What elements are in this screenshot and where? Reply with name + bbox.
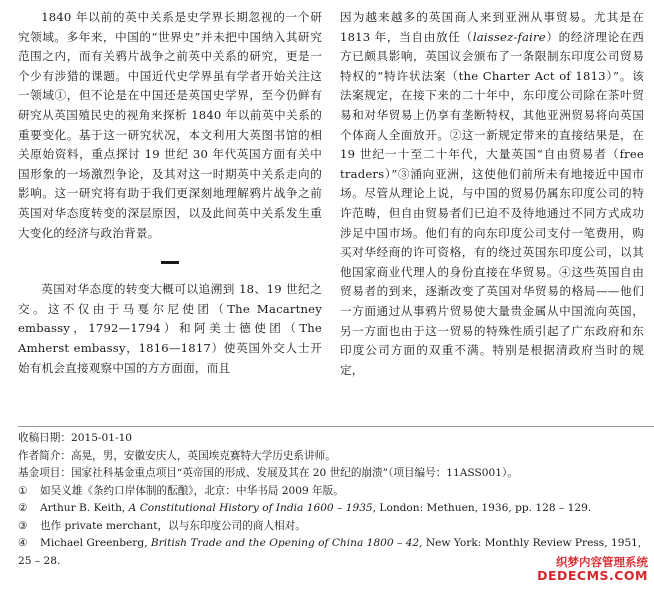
footnote-number: ③: [18, 519, 28, 532]
paragraph-text-a: 因为越来越多的英国商人来到亚洲从事贸易。尤其是在 1813 年，当自由放任（: [340, 10, 644, 44]
footnote-4-continuation: 25 – 28.: [18, 554, 61, 567]
right-column: [340, 8, 644, 380]
author-bio: 作者简介：高晃，男，安徽安庆人，英国埃克赛特大学历史系讲师。: [18, 449, 336, 462]
continued-paragraph: [340, 8, 644, 380]
footnote-publisher: , New York: Monthly Review Press, 1951,: [419, 537, 642, 549]
section-marker-one: [161, 261, 179, 264]
watermark-line-cn: 织梦内容管理系统: [556, 555, 648, 569]
received-date: 收稿日期：2015-01-10: [18, 432, 133, 444]
footnote-text: 也作 private merchant，以与东印度公司的商人相对。: [40, 519, 306, 532]
footnotes-block: [18, 430, 648, 570]
paragraph-text-b: ）的经济理论在西方已颇具影响，英国议会颁布了一条限制东印度公司贸易特权的“特许状法案（the Charter Act of 1813）”。该法案规定，在接下来的二十年中，东印度公司除在茶叶贸易和对华贸易上仍享有垄断特权，其他亚洲贸易将向英国个体商人全面放开。②这一新规定带来的直接结果是，在 19 世纪一十至二十年代，大量英国“自由贸易者（free traders）”③涌向亚洲，这使他们前所未有地接近中国市场。尽管从理论上说，与中国的贸易仍属东印度公司的特许范畴，但自由贸易者们已迫不及待地通过不同方式成功涉足中国市场。他们有的向东印度公司支付一笔费用，购买对华经商的许可资格，有的绕过英国东印度公司，以其他国家商业代理人的身份直接在华贸易。④这些英国自由贸易者的到来，逐渐改变了英国对华贸易的格局——他们一方面通过从事鸦片贸易使大量贵金属从中国流向英国，另一方面也由于这一贸易的特殊性质引起了广东政府和东印度公司方面的双重不满。特别是根据清政府当时的规定，: [340, 29, 644, 377]
section-one-paragraph: 英国对华态度的转变大概可以追溯到 18、19 世纪之交。这不仅由于马戛尔尼使团（The Macartney embassy，1792—1794）和阿美士德使团（The Amherst embassy，1816—1817）使英国外交人士开始有机会直接观察中国的方方面面，而且: [18, 282, 322, 375]
footnote-number: ①: [18, 484, 28, 497]
footnote-4: [18, 535, 648, 553]
footnote-author: Arthur B. Keith,: [40, 502, 129, 514]
footnote-author: Michael Greenberg,: [40, 537, 151, 549]
footnote-text: [40, 500, 591, 518]
footnote-text: 如吴义雄《条约口岸体制的酝酿》，北京：中华书局 2009 年版。: [40, 484, 344, 497]
fund-info: 基金项目：国家社科基金重点项目“英帝国的形成、发展及其在 20 世纪的崩溃”（项目编号：11ASS001）。: [18, 467, 518, 479]
footnote-number: ②: [18, 502, 28, 514]
footnote-text: [40, 535, 641, 553]
footnote-divider: [18, 426, 654, 427]
intro-paragraph: 1840 年以前的英中关系是史学界长期忽视的一个研究领域。多年来，中国的“世界史”并未把中国纳入其研究范围之内，而有关鸦片战争之前英中关系的研究，更是一个少有涉猎的课题。中国近代史学界虽有学者开始关注这一领域①，但不论是在中国还是英国史学界，至今仍鲜有研究从英国殖民史的视角来探析 1840 年以前英中关系的重要变化。基于这一研究状况，本文利用大英图书馆的相关原始资料，重点探讨 19 世纪 30 年代英国方面有关中国形象的一场激烈争论，及其对这一时期英中关系走向的影响。这一研究将有助于我们更深刻地理解鸦片战争之前英国对华态度转变的深层原因，以及此间英中关系发生重大变化的经济与政治背景。: [18, 10, 322, 240]
footnote-publisher: , London: Methuen, 1936, pp. 128 – 129.: [372, 502, 592, 514]
laissez-faire-term: laissez-faire: [472, 29, 546, 44]
footnote-3: [18, 518, 648, 536]
watermark-line-en: DEDECMS.COM: [537, 568, 648, 583]
footnote-2: [18, 500, 648, 518]
left-column: [18, 8, 322, 378]
footnote-book-title: A Constitutional History of India 1600 – 1935: [128, 502, 373, 514]
watermark-logo: [537, 555, 648, 583]
footnote-1: [18, 483, 648, 501]
footnote-book-title: British Trade and the Opening of China 1800 – 42: [150, 537, 420, 549]
footnote-number: ④: [18, 537, 28, 549]
